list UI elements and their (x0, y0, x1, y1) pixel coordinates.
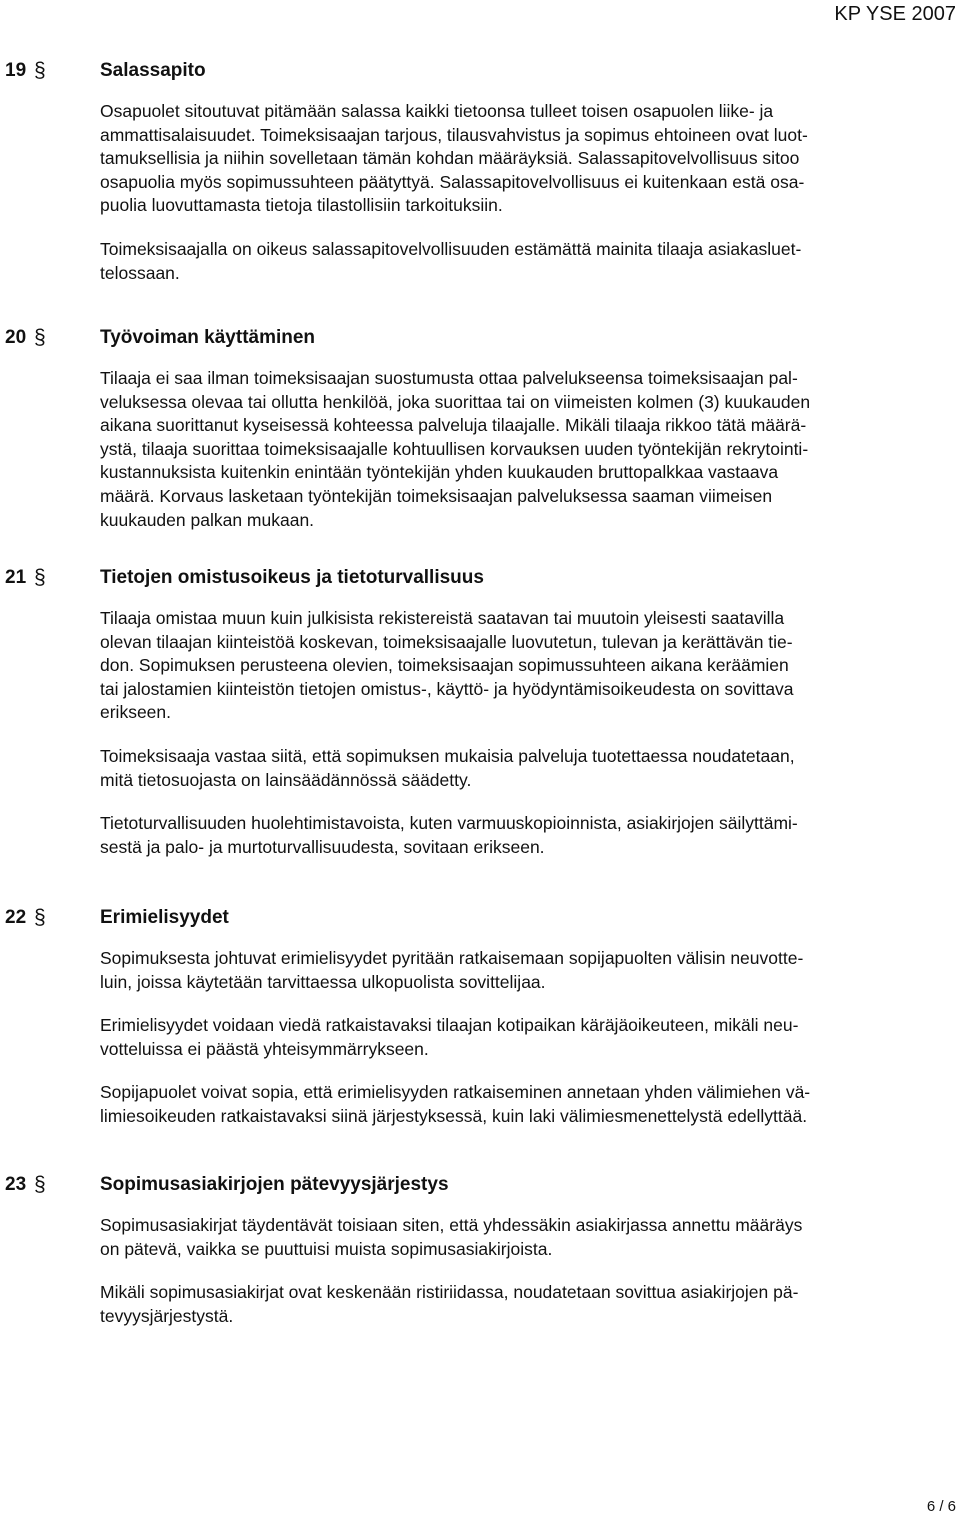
section-number: 20 (5, 327, 27, 348)
section-title: Työvoiman käyttäminen (100, 327, 316, 348)
section-body (100, 947, 958, 1129)
section-number: 21 (5, 567, 27, 588)
section-title: Erimielisyydet (100, 907, 229, 928)
paragraph: Erimielisyydet voidaan viedä ratkaistavaksi tilaajan kotipaikan käräjäoikeuteen, mikäli neu- votteluissa ei päästä yhteisymmärrykseen. (100, 1015, 799, 1059)
paragraph: Toimeksisaaja vastaa siitä, että sopimuksen mukaisia palveluja tuotettaessa noudatetaan, mitä tietosuojasta on lainsäädännössä säädetty. (100, 745, 795, 790)
section-symbol: § (34, 326, 46, 349)
section-symbol: § (34, 59, 46, 82)
section-heading (0, 324, 960, 352)
section-22-erimielisyydet (0, 904, 960, 1129)
paragraph: Osapuolet sitoutuvat pitämään salassa kaikki tietoonsa tulleet toisen osapuolen liike- ja ammattisalaisuudet. Toimeksisaajan tarjous, tilausvahvistus ja sopimus ehtoineen ovat luot- tamuksellisia ja niihin sovelletaan tämän kohdan määräyksiä. Salassapitovelvollisuus sitoo osapuolia myös sopimussuhteen päätyttyä. Salassapitovelvollisuus ei kuitenkaan estä osa- puolia luovuttamasta tietoja tilastollisiin tarkoituksiin. (100, 101, 808, 216)
paragraph: Toimeksisaajalla on oikeus salassapitovelvollisuuden estämättä mainita tilaaja asiakasluet- telossaan. (100, 238, 802, 283)
section-body (100, 100, 958, 285)
paragraph: Sopimusasiakirjat täydentävät toisiaan siten, että yhdessäkin asiakirjassa annettu määräys on pätevä, vaikka se puuttuisi muista sopimusasiakirjoista. (100, 1215, 803, 1259)
section-body (100, 1214, 958, 1328)
section-body (100, 367, 958, 532)
paragraph: Tilaaja omistaa muun kuin julkisista rekistereistä saatavan tai muutoin yleisesti saatavilla olevan tilaajan kiinteistöä koskevan, toimeksisaajalle luovutetun, tulevan ja kerättävän tie- don. Sopimuksen perusteena olevien, toimeksisaajan sopimussuhteen aikana keräämien tai jalostamien kiinteistön tietojen omistus-, käyttö- ja hyödyntämisoikeudesta on sovittava erikseen. (100, 608, 794, 723)
paragraph: Tilaaja ei saa ilman toimeksisaajan suostumusta ottaa palvelukseensa toimeksisaajan pal- veluksessa olevaa tai ollutta henkilöä, joka suorittaa tai on viimeisten kolmen (3) kuukauden aikana suorittanut kyseisessä kohteessa palveluja tilaajalle. Mikäli tilaaja rikkoo tätä määrä- ystä, tilaaja suorittaa toimeksisaajalle kohtuullisen korvauksen uuden työntekijän rekrytointi- kustannuksista kuitenkin enintään työntekijän yhden kuukauden bruttopalkkaa vastaava määrä. Korvaus lasketaan työntekijän toimeksisaajan palveluksessa saaman viimeisen kuukauden palkan mukaan. (100, 368, 811, 530)
section-20-tyovoiman-kayttaminen (0, 324, 960, 532)
section-21-tietojen-omistusoikeus (0, 564, 960, 859)
section-23-patevyysjarjestys (0, 1171, 960, 1328)
section-symbol: § (34, 906, 46, 929)
paragraph: Mikäli sopimusasiakirjat ovat keskenään ristiriidassa, noudatetaan sovittua asiakirjojen pä- tevyysjärjestystä. (100, 1282, 799, 1326)
document-header: KP YSE 2007 (834, 3, 956, 25)
paragraph: Sopijapuolet voivat sopia, että erimielisyyden ratkaiseminen annetaan yhden välimiehen vä- limiesoikeuden ratkaistavaksi siinä järjestyksessä, kuin laki välimiesmenettelystä edellyttää. (100, 1082, 811, 1126)
section-body (100, 607, 958, 859)
section-19-salassapito (0, 57, 960, 285)
section-title: Salassapito (100, 60, 206, 81)
paragraph: Sopimuksesta johtuvat erimielisyydet pyritään ratkaisemaan sopijapuolten välisin neuvotte- luin, joissa käytetään tarvittaessa ulkopuolista sovittelijaa. (100, 948, 804, 992)
section-symbol: § (34, 566, 46, 589)
section-heading (0, 904, 960, 932)
section-heading (0, 57, 960, 85)
section-heading (0, 564, 960, 592)
page-number: 6 / 6 (926, 1498, 956, 1515)
section-number: 23 (5, 1174, 27, 1195)
section-number: 19 (5, 60, 27, 81)
section-symbol: § (34, 1173, 46, 1196)
section-heading (0, 1171, 960, 1199)
section-title: Sopimusasiakirjojen pätevyysjärjestys (100, 1174, 449, 1195)
section-title: Tietojen omistusoikeus ja tietoturvallisuus (100, 567, 484, 588)
section-number: 22 (5, 907, 27, 928)
paragraph: Tietoturvallisuuden huolehtimistavoista, kuten varmuuskopioinnista, asiakirjojen säilyttämi- sestä ja palo- ja murtoturvallisuudesta, sovitaan erikseen. (100, 813, 798, 857)
